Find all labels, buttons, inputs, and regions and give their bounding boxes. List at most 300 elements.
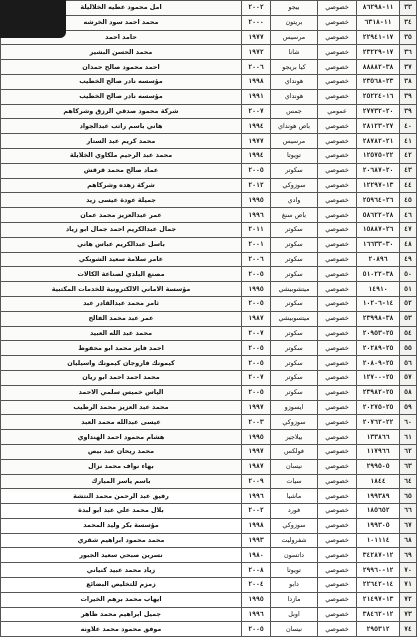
cell-num: ٧٣ <box>400 607 417 622</box>
cell-type: خصوصي <box>318 282 357 297</box>
table-row <box>1 326 417 341</box>
cell-plate: ١٣٣٨٦٦ <box>357 430 400 445</box>
cell-brand: بريتون <box>271 15 318 30</box>
table-row <box>1 474 417 489</box>
cell-brand: شانا <box>271 45 318 60</box>
table-row <box>1 119 417 134</box>
cell-brand: فولكس <box>271 444 318 459</box>
cell-name: عماد صالح محمد قرقش <box>1 163 242 178</box>
cell-year: ١٩٩٤ <box>242 119 271 134</box>
cell-name: حامد احمد <box>1 30 242 45</box>
cell-plate: ٢٧-٢٨١٢٣ <box>357 119 400 134</box>
cell-brand: تويوتا <box>271 563 318 578</box>
cell-type: خصوصي <box>318 400 357 415</box>
table-row <box>1 104 417 119</box>
cell-num: ٤٤ <box>400 178 417 193</box>
cell-plate: ١٢-٢٩٩٦٠ <box>357 563 400 578</box>
cell-num: ٧٢ <box>400 592 417 607</box>
cell-plate: ١٨٤٤ <box>357 474 400 489</box>
cell-year: ٢٠٠٥ <box>242 296 271 311</box>
cell-brand: باص سنغ <box>271 208 318 223</box>
cell-name: عمر عبد محمد الفالح <box>1 311 242 326</box>
cell-plate: ١٣-٢١٤٩٧ <box>357 592 400 607</box>
cell-type: خصوصي <box>318 341 357 356</box>
table-row <box>1 237 417 252</box>
cell-type: عمومي <box>318 104 357 119</box>
cell-plate: ١٦-٢٥٢٢٤ <box>357 89 400 104</box>
cell-brand: ميتشوبيشي <box>271 282 318 297</box>
cell-plate: ١١٧٩٦٦ <box>357 444 400 459</box>
table-row <box>1 134 417 149</box>
cell-year: ٢٠٠٣ <box>242 415 271 430</box>
cell-num: ٣٤ <box>400 15 417 30</box>
cell-type: خصوصي <box>318 134 357 149</box>
cell-name: الياس خميس سلمي الاحمد <box>1 385 242 400</box>
cell-plate: ١٧-٢٢٩٤١ <box>357 30 400 45</box>
cell-year: ٢٠٠٥ <box>242 622 271 637</box>
table-row <box>1 607 417 622</box>
cell-type: خصوصي <box>318 578 357 593</box>
cell-brand: فورد <box>271 504 318 519</box>
cell-plate: ٢٥-٢٠٨٠٩ <box>357 356 400 371</box>
cell-plate: ٢٢-١٢٥٧٥ <box>357 148 400 163</box>
cell-name: عامر سلامة سعيد الشوبكي <box>1 252 242 267</box>
cell-num: ٥٢ <box>400 296 417 311</box>
cell-name: محمد الحسن البشير <box>1 45 242 60</box>
table-row <box>1 45 417 60</box>
cell-brand: اوبل <box>271 607 318 622</box>
table-row <box>1 459 417 474</box>
redaction-block <box>0 0 66 38</box>
cell-num: ٦٢ <box>400 444 417 459</box>
cell-type: خصوصي <box>318 237 357 252</box>
cell-type: خصوصي <box>318 45 357 60</box>
cell-year: ٢٠٠٦ <box>242 60 271 75</box>
cell-type: خصوصي <box>318 474 357 489</box>
cell-brand: ماشيا <box>271 489 318 504</box>
cell-plate: ١١-٨٦٢٩٨ <box>357 1 400 16</box>
cell-plate: ١٠١١١٤ <box>357 533 400 548</box>
cell-num: ٦٣ <box>400 459 417 474</box>
cell-type: خصوصي <box>318 193 357 208</box>
cell-num: ٣٥ <box>400 30 417 45</box>
table-row <box>1 163 417 178</box>
cell-year: ١٩٨٧ <box>242 311 271 326</box>
table-row <box>1 193 417 208</box>
cell-name: محمد محمود ابراهيم شقري <box>1 533 242 548</box>
cell-brand: سكوتر <box>271 222 318 237</box>
cell-num: ٥٧ <box>400 370 417 385</box>
cell-name: عيسى عبدالله محمد العبد <box>1 415 242 430</box>
cell-year: ١٩٩٦ <box>242 208 271 223</box>
cell-year: ١٩٩٥ <box>242 430 271 445</box>
cell-num: ٤٥ <box>400 193 417 208</box>
table-row <box>1 60 417 75</box>
cell-num: ٧١ <box>400 578 417 593</box>
cell-type: خصوصي <box>318 30 357 45</box>
cell-num: ٦٤ <box>400 474 417 489</box>
cell-brand: سكوتر <box>271 385 318 400</box>
cell-name: باسل عبدالكريم عباس هاني <box>1 237 242 252</box>
cell-type: خصوصي <box>318 385 357 400</box>
cell-num: ٦٦ <box>400 504 417 519</box>
cell-year: ٢٠٠٥ <box>242 341 271 356</box>
cell-year: ٢٠٠٠ <box>242 15 271 30</box>
cell-name: شركة زهده وشركاهم <box>1 178 242 193</box>
cell-name: هشام محمود احمد الهنداوي <box>1 430 242 445</box>
cell-year: ٢٠٠٧ <box>242 370 271 385</box>
cell-plate: ٢٣-٢٣٥٦٨ <box>357 74 400 89</box>
table-row <box>1 518 417 533</box>
cell-num: ٦٨ <box>400 533 417 548</box>
cell-plate: ١٣-١٢٢٩٧ <box>357 178 400 193</box>
table-row <box>1 267 417 282</box>
cell-num: ٣٩ <box>400 89 417 104</box>
vehicles-table-body <box>1 1 417 637</box>
cell-brand: سكوتر <box>271 296 318 311</box>
cell-brand: مازدا <box>271 592 318 607</box>
cell-brand: سوزوكي <box>271 415 318 430</box>
cell-brand: ايسوزو <box>271 400 318 415</box>
cell-plate: ٢٥-٢٣٩٨٢ <box>357 385 400 400</box>
cell-num: ٥٦ <box>400 356 417 371</box>
cell-plate: ٢٨-٥٨٦٢٢ <box>357 208 400 223</box>
cell-year: ٢٠٠٧ <box>242 104 271 119</box>
cell-plate: ١٤-٢٢٦٤٢ <box>357 578 400 593</box>
cell-num: ٧٠ <box>400 563 417 578</box>
cell-type: خصوصي <box>318 163 357 178</box>
cell-name: محمد عبد الله العبيد <box>1 326 242 341</box>
table-row <box>1 444 417 459</box>
cell-name: نسرين صبحي سعيد الجبور <box>1 548 242 563</box>
cell-brand: بيجو <box>271 1 318 16</box>
cell-type: خصوصي <box>318 296 357 311</box>
cell-plate: ١١-٦٣١٨ <box>357 15 400 30</box>
cell-name: بلال محمد علي عبد ابو لبدة <box>1 504 242 519</box>
cell-plate: ١٧-٢٣٢٢٩ <box>357 45 400 60</box>
table-row <box>1 252 417 267</box>
table-row <box>1 578 417 593</box>
cell-type: خصوصي <box>318 119 357 134</box>
cell-num: ٣٦ <box>400 45 417 60</box>
cell-name: احمد فايز محمد ابو محفوظ <box>1 341 242 356</box>
cell-plate: ٢٥-٢٠٢٧٥ <box>357 400 400 415</box>
cell-name: مؤسسة بكر وليد المحمد <box>1 518 242 533</box>
cell-type: خصوصي <box>318 489 357 504</box>
cell-type: خصوصي <box>318 89 357 104</box>
cell-brand: سكوتر <box>271 237 318 252</box>
table-row <box>1 504 417 519</box>
cell-plate: ٣٨-٥١٠٢٢ <box>357 267 400 282</box>
cell-num: ٥٠ <box>400 267 417 282</box>
cell-num: ٤٩ <box>400 252 417 267</box>
cell-year: ٢٠٠٢ <box>242 504 271 519</box>
cell-num: ٦٧ <box>400 518 417 533</box>
cell-year: ٢٠٠٥ <box>242 356 271 371</box>
table-row <box>1 548 417 563</box>
table-row <box>1 430 417 445</box>
cell-brand: جمس <box>271 104 318 119</box>
cell-year: ١٩٩٣ <box>242 533 271 548</box>
cell-brand: نيسان <box>271 459 318 474</box>
cell-type: خصوصي <box>318 15 357 30</box>
cell-type: خصوصي <box>318 60 357 75</box>
cell-brand: دابو <box>271 578 318 593</box>
cell-brand: مرسيس <box>271 134 318 149</box>
cell-brand: سكوتر <box>271 267 318 282</box>
table-row <box>1 592 417 607</box>
cell-name: زمزم للتخليص البضائع <box>1 578 242 593</box>
cell-num: ٥٤ <box>400 326 417 341</box>
cell-num: ٦٩ <box>400 548 417 563</box>
cell-plate: ١٢-٣٤٢٨٧ <box>357 548 400 563</box>
cell-name: عمر عبدالعزيز محمد عمان <box>1 208 242 223</box>
cell-num: ٥٨ <box>400 385 417 400</box>
cell-brand: وادي <box>271 193 318 208</box>
cell-name: ايهاب محمد برهم الخيرات <box>1 592 242 607</box>
cell-type: خصوصي <box>318 518 357 533</box>
cell-num: ٦١ <box>400 430 417 445</box>
cell-brand: هونداي <box>271 89 318 104</box>
cell-num: ٣٣ <box>400 1 417 16</box>
cell-num: ٣٩ <box>400 104 417 119</box>
cell-brand: تويوتا <box>271 148 318 163</box>
cell-num: ٣٨ <box>400 74 417 89</box>
cell-year: ١٩٩٨ <box>242 74 271 89</box>
table-row <box>1 533 417 548</box>
cell-num: ٥٣ <box>400 311 417 326</box>
cell-name: احمد محمود صالح حمدان <box>1 60 242 75</box>
cell-num: ٥٥ <box>400 341 417 356</box>
cell-name: جميلة عودة عيسى زيد <box>1 193 242 208</box>
cell-year: ١٩٨٧ <box>242 459 271 474</box>
cell-plate: ٢٥-٢٠٢٨٩ <box>357 341 400 356</box>
cell-year: ١٩٩٧ <box>242 444 271 459</box>
cell-name: امل محمود عطيه الخلاليلة <box>1 1 242 16</box>
table-row <box>1 89 417 104</box>
cell-brand: سكوتر <box>271 370 318 385</box>
cell-brand: هونداي <box>271 74 318 89</box>
table-row <box>1 311 417 326</box>
cell-num: ٤٠ <box>400 119 417 134</box>
cell-brand: سوزوكي <box>271 518 318 533</box>
cell-name: محمد عبد الرحيم ملكاوي الخلايلة <box>1 148 242 163</box>
cell-type: خصوصي <box>318 356 357 371</box>
cell-type: خصوصي <box>318 430 357 445</box>
cell-type: خصوصي <box>318 592 357 607</box>
cell-year: ١٩٩٦ <box>242 607 271 622</box>
cell-name: محمد كريم عبد الستار <box>1 134 242 149</box>
cell-plate: ٢٥-٢٠٩٥٣ <box>357 326 400 341</box>
cell-name: موفق محمود محمد علاونه <box>1 622 242 637</box>
cell-name: محمد عبد العزيز محمد الرطيب <box>1 400 242 415</box>
cell-plate: ٣٨-٨٨٨٨٢ <box>357 60 400 75</box>
cell-year: ١٩٩١ <box>242 89 271 104</box>
cell-brand: سوزوكي <box>271 178 318 193</box>
table-row <box>1 296 417 311</box>
cell-type: خصوصي <box>318 252 357 267</box>
cell-name: باسم ياسر المبارك <box>1 474 242 489</box>
cell-name: بهاء نواف محمد نزال <box>1 459 242 474</box>
cell-brand: سكوتر <box>271 341 318 356</box>
cell-brand: نيسان <box>271 622 318 637</box>
cell-plate: ٣٨-٢٣٩٩٨ <box>357 311 400 326</box>
cell-brand: سيات <box>271 474 318 489</box>
cell-brand: سكوتر <box>271 252 318 267</box>
cell-plate: ١٩٩٣٨٩ <box>357 489 400 504</box>
cell-plate: ٢٠٨٩٦ <box>357 252 400 267</box>
table-row <box>1 370 417 385</box>
cell-type: خصوصي <box>318 548 357 563</box>
cell-name: مؤسسة الاماني الالكترونية للخدمات المكتبية <box>1 282 242 297</box>
cell-year: ٢٠٠٤ <box>242 578 271 593</box>
cell-type: خصوصي <box>318 504 357 519</box>
cell-plate: ٢١-٢٨٧٨٢ <box>357 134 400 149</box>
cell-brand: سكوتر <box>271 356 318 371</box>
cell-plate: ٢٢-٢٠٧٦٢ <box>357 415 400 430</box>
cell-year: ٢٠١٢ <box>242 178 271 193</box>
cell-type: خصوصي <box>318 622 357 637</box>
cell-year: ٢٠١١ <box>242 222 271 237</box>
cell-type: خصوصي <box>318 178 357 193</box>
cell-type: خصوصي <box>318 222 357 237</box>
cell-year: ١٩٩٨ <box>242 518 271 533</box>
table-row <box>1 178 417 193</box>
cell-name: هاني باسم راتب عبدالجواد <box>1 119 242 134</box>
cell-type: خصوصي <box>318 148 357 163</box>
cell-year: ١٩٩٥ <box>242 592 271 607</box>
cell-num: ٦٥ <box>400 489 417 504</box>
cell-year: ١٩٧٧ <box>242 134 271 149</box>
cell-num: ٥٩ <box>400 400 417 415</box>
table-row <box>1 148 417 163</box>
cell-type: خصوصي <box>318 444 357 459</box>
table-row <box>1 208 417 223</box>
table-row <box>1 341 417 356</box>
cell-plate: ٣٠-١٦٦٣٣ <box>357 237 400 252</box>
cell-year: ١٩٨٠ <box>242 548 271 563</box>
cell-num: ٤٢ <box>400 148 417 163</box>
cell-brand: شفروليت <box>271 533 318 548</box>
cell-plate: ٢٦-١٥٨٨٧ <box>357 222 400 237</box>
cell-plate: ١٢-٣٨٤٦٢ <box>357 607 400 622</box>
cell-year: ٢٠٠٦ <box>242 252 271 267</box>
table-row <box>1 622 417 637</box>
cell-type: خصوصي <box>318 326 357 341</box>
cell-name: محمد احمد سود الخرشه <box>1 15 242 30</box>
cell-type: خصوصي <box>318 311 357 326</box>
cell-num: ٥١ <box>400 282 417 297</box>
cell-name: كيمونك فاروجان كيمونك واسيليان <box>1 356 242 371</box>
cell-year: ١٩٩٤ <box>242 148 271 163</box>
cell-name: رفيق عبد الرحمن محمد النتشة <box>1 489 242 504</box>
cell-brand: سكوتر <box>271 163 318 178</box>
cell-plate: ١٤-١٠٢٠٦ <box>357 296 400 311</box>
cell-year: ١٩٩٦ <box>242 489 271 504</box>
cell-num: ٦٠ <box>400 415 417 430</box>
cell-name: زياد محمد عبيد كنياني <box>1 563 242 578</box>
cell-type: خصوصي <box>318 208 357 223</box>
cell-num: ٤٧ <box>400 222 417 237</box>
cell-num: ٤٨ <box>400 237 417 252</box>
cell-type: خصوصي <box>318 533 357 548</box>
cell-type: خصوصي <box>318 1 357 16</box>
cell-type: خصوصي <box>318 74 357 89</box>
cell-year: ١٩٩٥ <box>242 193 271 208</box>
cell-type: خصوصي <box>318 267 357 282</box>
cell-brand: سكوتر <box>271 326 318 341</box>
cell-name: محمد ريحان عبد بيص <box>1 444 242 459</box>
cell-year: ٢٠٠١ <box>242 237 271 252</box>
cell-year: ١٩٧٧ <box>242 30 271 45</box>
table-row <box>1 356 417 371</box>
cell-type: خصوصي <box>318 563 357 578</box>
cell-type: خصوصي <box>318 370 357 385</box>
cell-type: خصوصي <box>318 607 357 622</box>
cell-brand: داتسون <box>271 548 318 563</box>
cell-year: ١٩٩٥ <box>242 282 271 297</box>
cell-plate: ٢٩٥٣١٢ <box>357 622 400 637</box>
cell-plate: ٢٥-١٢٧٠٠ <box>357 370 400 385</box>
table-row <box>1 385 417 400</box>
cell-name: مؤسسه نادر صالح الخطيب <box>1 89 242 104</box>
table-row <box>1 400 417 415</box>
cell-year: ٢٠٠٢ <box>242 1 271 16</box>
cell-brand: بيلاجير <box>271 430 318 445</box>
cell-name: شركة محمود صدقي الرزق وشركاهم <box>1 104 242 119</box>
cell-type: خصوصي <box>318 415 357 430</box>
cell-year: ٢٠٠٩ <box>242 474 271 489</box>
table-row <box>1 563 417 578</box>
cell-num: ٤٣ <box>400 163 417 178</box>
cell-year: ٢٠٠٨ <box>242 563 271 578</box>
cell-num: ٧٤ <box>400 622 417 637</box>
cell-plate: ١٨٥٦٥٢ <box>357 504 400 519</box>
cell-plate: ٢٠-٢٧٧٣٢ <box>357 104 400 119</box>
cell-num: ٤١ <box>400 134 417 149</box>
cell-name: مصنع البلدي لصناعة الكالات <box>1 267 242 282</box>
table-row <box>1 74 417 89</box>
cell-year: ٢٠٠٥ <box>242 267 271 282</box>
table-row <box>1 415 417 430</box>
cell-name: جمال عبدالكريم احمد جمال ابو زياد <box>1 222 242 237</box>
cell-year: ٢٠٠٥ <box>242 385 271 400</box>
cell-name: ثامر محمد عبدالقادر عبد <box>1 296 242 311</box>
cell-year: ٢٠٠٥ <box>242 163 271 178</box>
cell-name: جميل ابراهيم محمد ظاهر <box>1 607 242 622</box>
cell-plate: ٢٦-٢٥٩٦٤ <box>357 193 400 208</box>
cell-brand: مرسيس <box>271 30 318 45</box>
cell-plate: ١٩٩٣٠٥ <box>357 518 400 533</box>
cell-name: محمد احمد احمد ابو ريان <box>1 370 242 385</box>
table-row <box>1 222 417 237</box>
cell-brand: كيا بريجو <box>271 60 318 75</box>
table-row <box>1 489 417 504</box>
cell-brand: باص هونداي <box>271 119 318 134</box>
cell-plate: ٢٩٩٥٠٥ <box>357 459 400 474</box>
cell-num: ٤٦ <box>400 208 417 223</box>
cell-plate: ١٤٩١٠ <box>357 282 400 297</box>
cell-num: ٣٧ <box>400 60 417 75</box>
cell-plate: ٢٠-٢٠٦٨٧ <box>357 163 400 178</box>
table-row <box>1 282 417 297</box>
cell-year: ١٩٩٧ <box>242 400 271 415</box>
cell-year: ١٩٧٢ <box>242 45 271 60</box>
cell-name: مؤسسه نادر صالح الخطيب <box>1 74 242 89</box>
cell-brand: ميتسوبيشي <box>271 311 318 326</box>
cell-type: خصوصي <box>318 459 357 474</box>
cell-year: ٢٠٠٧ <box>242 326 271 341</box>
